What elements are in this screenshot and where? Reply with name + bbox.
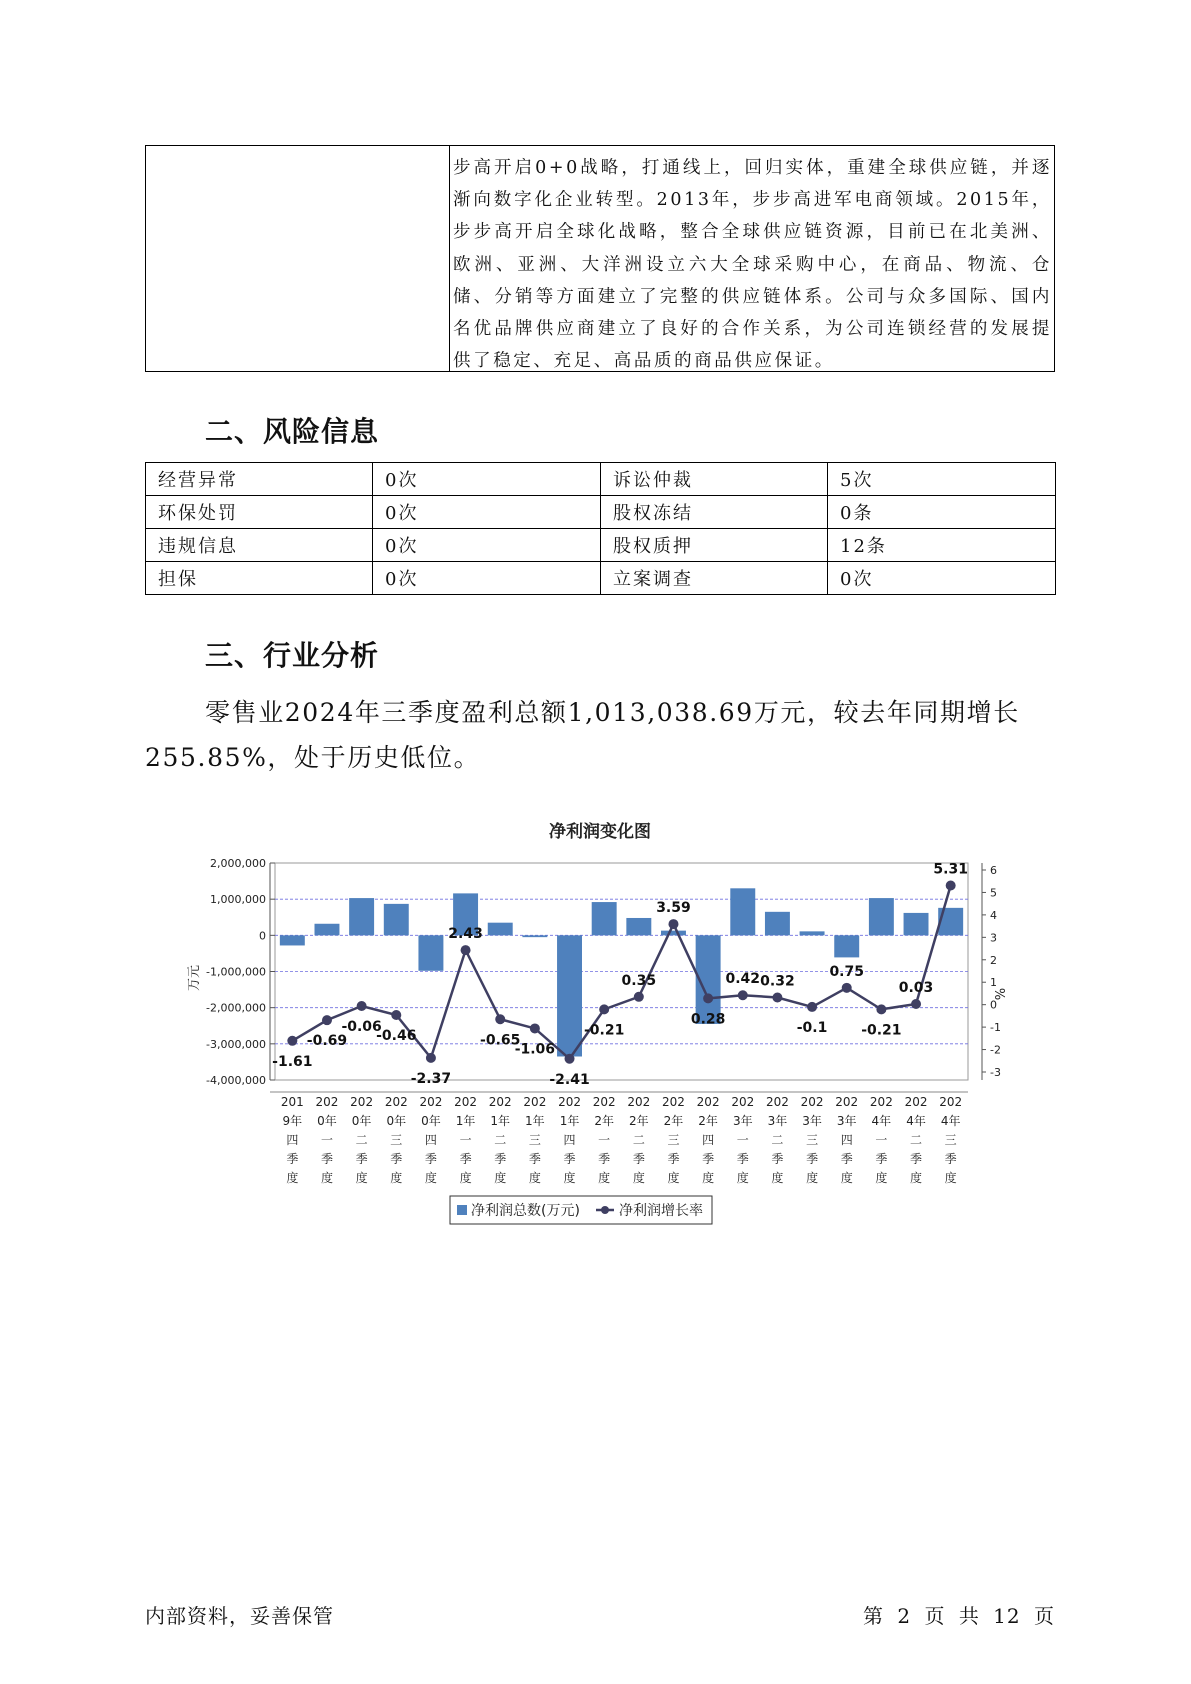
bar (765, 912, 790, 936)
y-tick-label: -1,000,000 (206, 965, 266, 979)
bar (626, 918, 651, 935)
bar (280, 935, 305, 945)
growth-label: 0.03 (898, 979, 934, 996)
risk-label: 立案调查 (601, 562, 828, 595)
bar (418, 935, 443, 970)
risk-section-title: 二、风险信息 (205, 415, 380, 448)
growth-point (842, 983, 852, 993)
x-tick-label: 202 1年四季度 (558, 1095, 581, 1185)
table-row (146, 496, 1056, 529)
growth-label: -0.06 (341, 1019, 382, 1036)
x-tick-label: 202 0年二季度 (350, 1095, 374, 1185)
bar (730, 888, 755, 935)
y2-tick-label: 1 (990, 976, 997, 990)
footer-confidential: 内部资料，妥善保管 (145, 1604, 334, 1628)
table-row (146, 529, 1056, 562)
growth-label: 2.43 (448, 926, 483, 943)
risk-label: 股权冻结 (601, 496, 828, 529)
x-tick-label: 202 2年二季度 (627, 1095, 651, 1185)
bar (384, 904, 409, 935)
chart-title: 净利润变化图 (549, 822, 651, 842)
growth-label: -0.65 (480, 1032, 521, 1049)
growth-label: 0.32 (760, 973, 795, 990)
x-tick-label: 202 1年三季度 (523, 1095, 547, 1185)
growth-point (876, 1004, 886, 1014)
y-tick-label: 2,000,000 (210, 857, 266, 870)
x-tick-label: 202 3年二季度 (765, 1095, 789, 1185)
industry-paragraph: 零售业2024年三季度盈利总额1,013,038.69万元，较去年同期增长255.85%，处于历史低位。 (145, 698, 1020, 772)
growth-point (703, 993, 713, 1003)
growth-label: -0.21 (861, 1022, 902, 1039)
risk-label: 股权质押 (601, 529, 828, 562)
bar (488, 923, 513, 936)
y2-tick-label: 5 (990, 886, 997, 900)
legend-label: 净利润总数(万元) (471, 1203, 580, 1219)
company-intro-table (145, 145, 1055, 372)
x-tick-label: 202 1年二季度 (488, 1095, 512, 1185)
growth-label: -0.1 (796, 1019, 828, 1036)
bar (592, 902, 617, 935)
growth-point (287, 1036, 297, 1046)
risk-value: 0次 (373, 562, 601, 595)
growth-point (772, 992, 782, 1002)
growth-label: 0.75 (829, 963, 864, 980)
risk-value: 0次 (373, 463, 601, 496)
industry-section-title: 三、行业分析 (205, 639, 380, 672)
y-tick-label: 1,000,000 (210, 893, 266, 907)
y2-tick-label: -2 (990, 1043, 1001, 1057)
risk-label: 违规信息 (146, 529, 373, 562)
risk-value: 0条 (828, 496, 1056, 529)
growth-label: -1.61 (272, 1053, 313, 1070)
growth-label: 0.28 (690, 1011, 726, 1028)
growth-point (565, 1054, 575, 1064)
growth-point (391, 1010, 401, 1020)
x-tick-label: 202 1年一季度 (454, 1095, 478, 1185)
x-tick-label: 202 2年一季度 (592, 1095, 616, 1185)
intro-label-cell (146, 146, 450, 371)
y-tick-label: -3,000,000 (206, 1037, 266, 1051)
risk-label: 环保处罚 (146, 496, 373, 529)
legend-swatch-bar (457, 1205, 467, 1215)
x-tick-label: 202 3年三季度 (800, 1095, 824, 1185)
growth-label: 0.42 (725, 971, 761, 988)
y2-tick-label: 2 (990, 953, 997, 967)
y2-axis-title: % (991, 987, 1006, 1001)
growth-point (357, 1001, 367, 1011)
growth-point (322, 1015, 332, 1025)
risk-value: 5次 (828, 463, 1056, 496)
y-tick-label: -2,000,000 (206, 1001, 266, 1015)
bar (800, 931, 825, 935)
y2-tick-label: 4 (990, 908, 997, 922)
growth-point (495, 1014, 505, 1024)
risk-value: 12条 (828, 529, 1056, 562)
risk-label: 经营异常 (146, 463, 373, 496)
growth-point (738, 990, 748, 1000)
x-tick-label: 202 4年二季度 (904, 1095, 928, 1185)
risk-label: 担保 (146, 562, 373, 595)
x-tick-label: 202 0年一季度 (315, 1095, 339, 1185)
risk-label: 诉讼仲裁 (601, 463, 828, 496)
growth-point (807, 1002, 817, 1012)
growth-label: -1.06 (514, 1041, 556, 1058)
x-tick-label: 202 0年四季度 (419, 1095, 443, 1185)
x-tick-label: 202 3年一季度 (731, 1095, 755, 1185)
growth-point (530, 1023, 540, 1033)
risk-value: 0次 (373, 496, 601, 529)
growth-point (946, 880, 956, 890)
bar (661, 931, 686, 936)
intro-text: 步高开启0+0战略，打通线上，回归实体，重建全球供应链，并逐渐向数字化企业转型。2013年，步步高进军电商领域。2015年，步步高开启全球化战略，整合全球供应链资源，目前已在北美洲、欧洲、亚洲、大洋洲设立六大全球采购中心，在商品、物流、仓储、分销等方面建立了完整的供应链体系。公司与众多国际、国内名优品牌供应商建立了良好的合作关系，为公司连锁经营的发展提供了稳定、充足、高品质的商品供应保证。 (453, 158, 1052, 372)
bar (349, 898, 374, 935)
y2-tick-label: 3 (990, 931, 997, 945)
growth-label: 3.59 (656, 900, 691, 917)
y-tick-label: 0 (259, 929, 266, 943)
x-tick-label: 201 9年四季度 (280, 1095, 304, 1185)
bar (522, 935, 547, 937)
bar (557, 935, 582, 1056)
bar (315, 924, 340, 936)
growth-point (426, 1053, 436, 1063)
growth-label: -0.69 (306, 1033, 348, 1050)
bar (904, 913, 929, 935)
y2-tick-label: 0 (990, 998, 997, 1012)
net-profit-chart (180, 810, 1006, 1260)
x-tick-label: 202 4年三季度 (939, 1095, 963, 1185)
x-tick-label: 202 0年三季度 (384, 1095, 408, 1185)
table-row (146, 562, 1056, 595)
bar (869, 898, 894, 935)
bar (834, 935, 859, 957)
growth-label: -2.41 (549, 1071, 590, 1088)
risk-value: 0次 (828, 562, 1056, 595)
y2-tick-label: -3 (990, 1066, 1001, 1079)
growth-label: -0.46 (376, 1027, 417, 1044)
y-axis-title: 万元 (187, 964, 202, 992)
footer-page-number: 第 2 页 共 12 页 (863, 1604, 1055, 1628)
growth-point (634, 992, 644, 1002)
growth-label: 0.35 (621, 972, 657, 989)
x-tick-label: 202 2年四季度 (696, 1095, 720, 1185)
growth-point (461, 945, 471, 955)
growth-point (668, 919, 678, 929)
y-tick-label: -4,000,000 (206, 1074, 266, 1087)
growth-point (911, 999, 921, 1009)
risk-table (145, 462, 1056, 595)
growth-point (599, 1004, 609, 1014)
x-tick-label: 202 3年四季度 (835, 1095, 859, 1185)
y2-tick-label: -1 (990, 1021, 1001, 1035)
y2-tick-label: 6 (990, 864, 997, 877)
x-tick-label: 202 4年一季度 (869, 1095, 893, 1185)
growth-label: 5.31 (933, 861, 968, 878)
risk-value: 0次 (373, 529, 601, 562)
table-row (146, 463, 1056, 496)
x-tick-label: 202 2年三季度 (662, 1095, 685, 1185)
growth-label: -0.21 (583, 1022, 625, 1039)
growth-label: -2.37 (410, 1070, 452, 1087)
legend-swatch-point (601, 1206, 609, 1214)
legend-label: 净利润增长率 (619, 1203, 703, 1219)
